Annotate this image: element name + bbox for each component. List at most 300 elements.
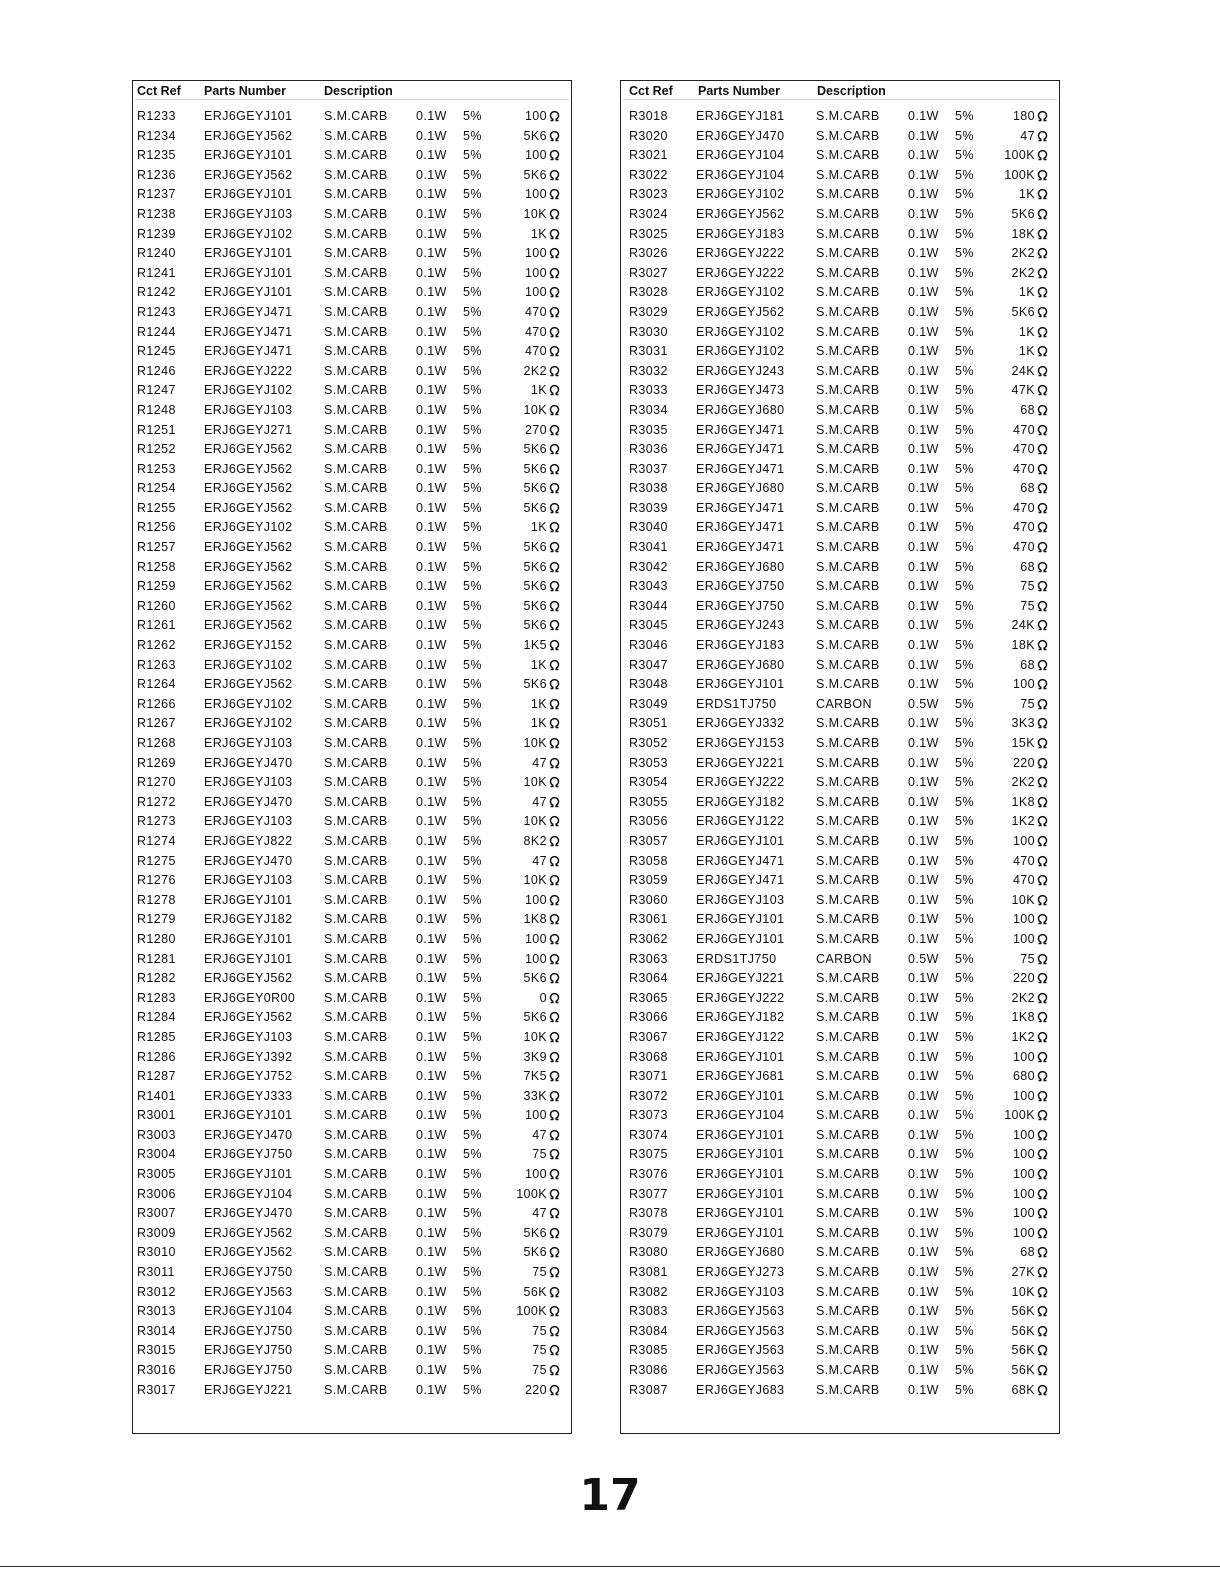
parts-number: ERJ6GEYJ182 bbox=[204, 912, 293, 927]
ohm-icon bbox=[1037, 267, 1048, 279]
resistance-value: 47 bbox=[532, 755, 547, 770]
wattage: 0.1W bbox=[908, 1363, 939, 1377]
ohm-icon bbox=[1037, 1227, 1048, 1239]
parts-number: ERJ6GEYJ562 bbox=[204, 579, 293, 594]
ohm-icon bbox=[1037, 639, 1048, 651]
parts-number: ERJ6GEYJ101 bbox=[696, 1049, 785, 1064]
parts-number: ERJ6GEYJ680 bbox=[696, 559, 785, 574]
wattage: 0.1W bbox=[416, 1304, 447, 1319]
ohm-icon bbox=[1037, 110, 1048, 122]
wattage: 0.1W bbox=[908, 1284, 939, 1299]
parts-number: ERJ6GEYJ104 bbox=[696, 1108, 785, 1123]
description: S.M.CARB bbox=[816, 383, 880, 398]
cct-ref: R3022 bbox=[629, 167, 668, 182]
cct-ref: R3055 bbox=[629, 794, 668, 809]
parts-number: ERJ6GEYJ221 bbox=[696, 755, 785, 770]
tolerance: 5% bbox=[463, 1049, 482, 1064]
tolerance: 5% bbox=[463, 540, 482, 555]
description: S.M.CARB bbox=[816, 1206, 880, 1221]
parts-number: ERJ6GEYJ750 bbox=[204, 1323, 293, 1338]
table-row bbox=[621, 1342, 1059, 1362]
table-row bbox=[621, 1284, 1059, 1304]
resistance-value: 1K bbox=[1018, 187, 1035, 202]
parts-number: ERJ6GEYJ562 bbox=[204, 540, 293, 555]
cct-ref: R1276 bbox=[137, 873, 176, 888]
ohm-icon bbox=[549, 855, 560, 867]
description: S.M.CARB bbox=[816, 657, 880, 672]
wattage: 0.1W bbox=[908, 1049, 939, 1064]
ohm-icon bbox=[1037, 1070, 1048, 1082]
table-row bbox=[133, 617, 571, 637]
cct-ref: R3059 bbox=[629, 873, 668, 888]
table-row bbox=[133, 813, 571, 833]
header-parts-number: Parts Number bbox=[698, 84, 780, 98]
cct-ref: R3032 bbox=[629, 363, 668, 378]
resistance-value: 2K2 bbox=[1011, 265, 1035, 280]
cct-ref: R3017 bbox=[137, 1382, 176, 1397]
cct-ref: R3012 bbox=[137, 1284, 176, 1299]
wattage: 0.1W bbox=[416, 736, 447, 750]
wattage: 0.1W bbox=[908, 1245, 939, 1260]
parts-number: ERJ6GEYJ471 bbox=[696, 853, 785, 868]
resistance-value: 75 bbox=[532, 1147, 547, 1162]
description: S.M.CARB bbox=[816, 892, 880, 907]
cct-ref: R1253 bbox=[137, 461, 176, 476]
wattage: 0.1W bbox=[416, 187, 447, 202]
description: S.M.CARB bbox=[324, 500, 388, 515]
table-row bbox=[621, 343, 1059, 363]
description: S.M.CARB bbox=[816, 167, 880, 182]
bottom-rule bbox=[0, 1566, 1220, 1567]
parts-number: ERDS1TJ750 bbox=[696, 951, 777, 966]
wattage: 0.1W bbox=[908, 402, 939, 417]
wattage: 0.1W bbox=[416, 833, 447, 848]
wattage: 0.1W bbox=[908, 1323, 939, 1338]
description: S.M.CARB bbox=[816, 1029, 880, 1044]
cct-ref: R1259 bbox=[137, 579, 176, 594]
wattage: 0.1W bbox=[416, 1088, 447, 1103]
cct-ref: R3060 bbox=[629, 892, 668, 907]
description: S.M.CARB bbox=[816, 990, 880, 1005]
ohm-icon bbox=[549, 913, 560, 925]
parts-number: ERJ6GEYJ562 bbox=[204, 1225, 293, 1240]
cct-ref: R3064 bbox=[629, 971, 668, 986]
resistance-value: 100 bbox=[1012, 1127, 1035, 1142]
resistance-value: 75 bbox=[1020, 598, 1035, 613]
description: S.M.CARB bbox=[324, 833, 388, 848]
table-row bbox=[133, 676, 571, 696]
parts-number: ERJ6GEYJ680 bbox=[696, 657, 785, 672]
description: S.M.CARB bbox=[324, 344, 388, 359]
resistance-value: 5K6 bbox=[523, 598, 547, 613]
table-row bbox=[133, 422, 571, 442]
ohm-icon bbox=[549, 384, 560, 396]
cct-ref: R3014 bbox=[137, 1323, 176, 1338]
parts-number: ERJ6GEYJ680 bbox=[696, 481, 785, 496]
tolerance: 5% bbox=[955, 246, 974, 261]
tolerance: 5% bbox=[463, 481, 482, 496]
resistance-value: 220 bbox=[1012, 755, 1035, 770]
wattage: 0.1W bbox=[416, 716, 447, 731]
table-row bbox=[621, 1107, 1059, 1127]
table-row bbox=[133, 461, 571, 481]
description: S.M.CARB bbox=[324, 971, 388, 986]
ohm-icon bbox=[549, 1090, 560, 1102]
parts-number: ERJ6GEYJ470 bbox=[204, 1206, 293, 1221]
parts-number: ERJ6GEYJ103 bbox=[696, 1284, 785, 1299]
wattage: 0.1W bbox=[908, 226, 939, 241]
resistance-value: 1K bbox=[530, 383, 547, 398]
wattage: 0.1W bbox=[908, 892, 939, 907]
parts-number: ERJ6GEYJ103 bbox=[204, 873, 293, 888]
table-row bbox=[621, 578, 1059, 598]
table-row bbox=[133, 990, 571, 1010]
cct-ref: R3086 bbox=[629, 1363, 668, 1377]
table-row bbox=[133, 774, 571, 794]
cct-ref: R3013 bbox=[137, 1304, 176, 1319]
ohm-icon bbox=[549, 1384, 560, 1396]
parts-number: ERJ6GEYJ222 bbox=[696, 265, 785, 280]
parts-number: ERJ6GEYJ680 bbox=[696, 1245, 785, 1260]
description: S.M.CARB bbox=[816, 1088, 880, 1103]
table-row bbox=[621, 1244, 1059, 1264]
description: S.M.CARB bbox=[324, 579, 388, 594]
cct-ref: R1238 bbox=[137, 206, 176, 221]
wattage: 0.1W bbox=[416, 1343, 447, 1358]
tolerance: 5% bbox=[463, 1323, 482, 1338]
cct-ref: R1267 bbox=[137, 716, 176, 731]
resistance-value: 100 bbox=[524, 148, 547, 163]
wattage: 0.1W bbox=[416, 951, 447, 966]
tolerance: 5% bbox=[463, 971, 482, 986]
description: S.M.CARB bbox=[324, 422, 388, 437]
tolerance: 5% bbox=[955, 657, 974, 672]
description: S.M.CARB bbox=[324, 814, 388, 829]
parts-number: ERJ6GEYJ471 bbox=[696, 422, 785, 437]
cct-ref: R3037 bbox=[629, 461, 668, 476]
resistance-value: 5K6 bbox=[523, 540, 547, 555]
tolerance: 5% bbox=[955, 755, 974, 770]
tolerance: 5% bbox=[955, 1167, 974, 1182]
tolerance: 5% bbox=[955, 971, 974, 986]
ohm-icon bbox=[1037, 502, 1048, 514]
cct-ref: R3031 bbox=[629, 344, 668, 359]
cct-ref: R3042 bbox=[629, 559, 668, 574]
cct-ref: R1243 bbox=[137, 304, 176, 319]
table-row bbox=[621, 951, 1059, 971]
table-row bbox=[621, 872, 1059, 892]
tolerance: 5% bbox=[955, 285, 974, 300]
resistance-value: 1K8 bbox=[523, 912, 547, 927]
wattage: 0.1W bbox=[416, 814, 447, 829]
ohm-icon bbox=[1037, 796, 1048, 808]
resistance-value: 10K bbox=[523, 814, 547, 829]
wattage: 0.1W bbox=[416, 618, 447, 633]
parts-number: ERDS1TJ750 bbox=[696, 696, 777, 711]
table-row bbox=[133, 265, 571, 285]
table-body bbox=[133, 108, 571, 1401]
wattage: 0.1W bbox=[416, 657, 447, 672]
table-row bbox=[621, 422, 1059, 442]
tolerance: 5% bbox=[955, 1245, 974, 1260]
parts-number: ERJ6GEYJ222 bbox=[696, 990, 785, 1005]
ohm-icon bbox=[1037, 659, 1048, 671]
parts-number: ERJ6GEYJ153 bbox=[696, 736, 785, 750]
table-row bbox=[621, 500, 1059, 520]
resistance-value: 15K bbox=[1011, 736, 1035, 750]
tolerance: 5% bbox=[955, 833, 974, 848]
resistance-value: 100K bbox=[1004, 1108, 1035, 1123]
cct-ref: R3025 bbox=[629, 226, 668, 241]
cct-ref: R3018 bbox=[629, 109, 668, 123]
description: S.M.CARB bbox=[324, 1343, 388, 1358]
resistance-value: 10K bbox=[1011, 892, 1035, 907]
ohm-icon bbox=[1037, 326, 1048, 338]
resistance-value: 470 bbox=[1012, 461, 1035, 476]
parts-number: ERJ6GEYJ104 bbox=[204, 1304, 293, 1319]
wattage: 0.1W bbox=[908, 1304, 939, 1319]
resistance-value: 100K bbox=[1004, 148, 1035, 163]
parts-number: ERJ6GEYJ101 bbox=[696, 912, 785, 927]
table-row bbox=[621, 284, 1059, 304]
resistance-value: 100 bbox=[524, 931, 547, 946]
parts-number: ERJ6GEYJ470 bbox=[204, 853, 293, 868]
parts-number: ERJ6GEYJ101 bbox=[204, 951, 293, 966]
wattage: 0.1W bbox=[416, 128, 447, 143]
parts-number: ERJ6GEYJ471 bbox=[204, 304, 293, 319]
cct-ref: R1252 bbox=[137, 442, 176, 457]
description: S.M.CARB bbox=[816, 931, 880, 946]
resistance-value: 220 bbox=[524, 1382, 547, 1397]
cct-ref: R3081 bbox=[629, 1265, 668, 1280]
table-row bbox=[133, 1127, 571, 1147]
table-row bbox=[621, 696, 1059, 716]
ohm-icon bbox=[1037, 424, 1048, 436]
description: S.M.CARB bbox=[816, 1343, 880, 1358]
ohm-icon bbox=[549, 1266, 560, 1278]
wattage: 0.1W bbox=[416, 1127, 447, 1142]
wattage: 0.1W bbox=[908, 657, 939, 672]
ohm-icon bbox=[1037, 1148, 1048, 1160]
resistance-value: 100 bbox=[524, 109, 547, 123]
tolerance: 5% bbox=[463, 383, 482, 398]
description: S.M.CARB bbox=[816, 1186, 880, 1201]
description: S.M.CARB bbox=[324, 109, 388, 123]
cct-ref: R3049 bbox=[629, 696, 668, 711]
cct-ref: R3072 bbox=[629, 1088, 668, 1103]
parts-number: ERJ6GEYJ562 bbox=[204, 500, 293, 515]
parts-number: ERJ6GEYJ563 bbox=[204, 1284, 293, 1299]
resistance-value: 10K bbox=[523, 206, 547, 221]
tolerance: 5% bbox=[955, 1127, 974, 1142]
description: S.M.CARB bbox=[816, 481, 880, 496]
tolerance: 5% bbox=[463, 442, 482, 457]
wattage: 0.1W bbox=[416, 1265, 447, 1280]
parts-number: ERJ6GEYJ222 bbox=[696, 246, 785, 261]
header-divider bbox=[623, 99, 1057, 100]
description: S.M.CARB bbox=[816, 1127, 880, 1142]
wattage: 0.1W bbox=[908, 579, 939, 594]
table-row bbox=[133, 1205, 571, 1225]
wattage: 0.1W bbox=[908, 1225, 939, 1240]
description: S.M.CARB bbox=[816, 794, 880, 809]
parts-number: ERJ6GEYJ102 bbox=[204, 657, 293, 672]
tolerance: 5% bbox=[955, 500, 974, 515]
wattage: 0.1W bbox=[416, 638, 447, 653]
wattage: 0.1W bbox=[416, 1245, 447, 1260]
description: S.M.CARB bbox=[324, 1029, 388, 1044]
cct-ref: R1234 bbox=[137, 128, 176, 143]
parts-number: ERJ6GEYJ102 bbox=[696, 187, 785, 202]
wattage: 0.1W bbox=[416, 873, 447, 888]
ohm-icon bbox=[549, 463, 560, 475]
description: S.M.CARB bbox=[324, 442, 388, 457]
parts-number: ERJ6GEYJ182 bbox=[696, 794, 785, 809]
description: S.M.CARB bbox=[816, 873, 880, 888]
ohm-icon bbox=[549, 933, 560, 945]
table-row bbox=[621, 324, 1059, 344]
cct-ref: R3007 bbox=[137, 1206, 176, 1221]
cct-ref: R1244 bbox=[137, 324, 176, 339]
cct-ref: R1280 bbox=[137, 931, 176, 946]
cct-ref: R3009 bbox=[137, 1225, 176, 1240]
tolerance: 5% bbox=[955, 1147, 974, 1162]
table-row bbox=[133, 794, 571, 814]
resistance-value: 470 bbox=[524, 344, 547, 359]
resistance-value: 1K bbox=[1018, 324, 1035, 339]
table-row bbox=[133, 402, 571, 422]
parts-number: ERJ6GEYJ102 bbox=[696, 324, 785, 339]
resistance-value: 47 bbox=[532, 794, 547, 809]
resistance-value: 5K6 bbox=[523, 500, 547, 515]
ohm-icon bbox=[1037, 1090, 1048, 1102]
tolerance: 5% bbox=[955, 461, 974, 476]
description: S.M.CARB bbox=[816, 461, 880, 476]
ohm-icon bbox=[549, 1207, 560, 1219]
parts-number: ERJ6GEYJ562 bbox=[204, 442, 293, 457]
cct-ref: R1272 bbox=[137, 794, 176, 809]
cct-ref: R1286 bbox=[137, 1049, 176, 1064]
description: S.M.CARB bbox=[816, 1284, 880, 1299]
table-row bbox=[133, 206, 571, 226]
resistance-value: 1K bbox=[530, 716, 547, 731]
tolerance: 5% bbox=[463, 1363, 482, 1377]
resistance-value: 100 bbox=[1012, 1167, 1035, 1182]
cct-ref: R1278 bbox=[137, 892, 176, 907]
parts-number: ERJ6GEYJ562 bbox=[204, 481, 293, 496]
parts-number: ERJ6GEYJ104 bbox=[696, 167, 785, 182]
cct-ref: R3016 bbox=[137, 1363, 176, 1377]
table-row bbox=[133, 363, 571, 383]
wattage: 0.1W bbox=[908, 1186, 939, 1201]
tolerance: 5% bbox=[463, 1382, 482, 1397]
table-row bbox=[133, 1303, 571, 1323]
ohm-icon bbox=[1037, 365, 1048, 377]
description: S.M.CARB bbox=[324, 128, 388, 143]
table-row bbox=[133, 1029, 571, 1049]
parts-number: ERJ6GEYJ183 bbox=[696, 638, 785, 653]
ohm-icon bbox=[1037, 306, 1048, 318]
tolerance: 5% bbox=[463, 128, 482, 143]
resistance-value: 680 bbox=[1012, 1069, 1035, 1084]
description: S.M.CARB bbox=[324, 716, 388, 731]
parts-number: ERJ6GEYJ562 bbox=[204, 559, 293, 574]
tolerance: 5% bbox=[955, 1069, 974, 1084]
description: S.M.CARB bbox=[816, 187, 880, 202]
resistance-value: 3K3 bbox=[1011, 716, 1035, 731]
cct-ref: R1279 bbox=[137, 912, 176, 927]
ohm-icon bbox=[1037, 1364, 1048, 1376]
parts-number: ERJ6GEYJ102 bbox=[696, 285, 785, 300]
resistance-value: 100 bbox=[524, 246, 547, 261]
cct-ref: R1281 bbox=[137, 951, 176, 966]
description: S.M.CARB bbox=[324, 1363, 388, 1377]
parts-number: ERJ6GEYJ681 bbox=[696, 1069, 785, 1084]
wattage: 0.1W bbox=[416, 304, 447, 319]
table-row bbox=[621, 1029, 1059, 1049]
parts-number: ERJ6GEYJ101 bbox=[204, 931, 293, 946]
cct-ref: R3034 bbox=[629, 402, 668, 417]
ohm-icon bbox=[549, 1011, 560, 1023]
resistance-value: 5K6 bbox=[523, 1010, 547, 1025]
parts-number: ERJ6GEYJ102 bbox=[204, 383, 293, 398]
ohm-icon bbox=[549, 365, 560, 377]
description: S.M.CARB bbox=[816, 971, 880, 986]
cct-ref: R1268 bbox=[137, 736, 176, 750]
ohm-icon bbox=[549, 698, 560, 710]
resistance-value: 5K6 bbox=[523, 971, 547, 986]
description: S.M.CARB bbox=[816, 853, 880, 868]
parts-number: ERJ6GEYJ750 bbox=[204, 1265, 293, 1280]
tolerance: 5% bbox=[463, 1147, 482, 1162]
tolerance: 5% bbox=[955, 951, 974, 966]
table-row bbox=[133, 284, 571, 304]
tolerance: 5% bbox=[955, 128, 974, 143]
wattage: 0.1W bbox=[908, 500, 939, 515]
resistance-value: 100 bbox=[524, 1167, 547, 1182]
ohm-icon bbox=[1037, 600, 1048, 612]
description: S.M.CARB bbox=[324, 520, 388, 535]
description: S.M.CARB bbox=[324, 1127, 388, 1142]
tolerance: 5% bbox=[463, 579, 482, 594]
table-row bbox=[621, 382, 1059, 402]
ohm-icon bbox=[549, 1109, 560, 1121]
table-row bbox=[133, 735, 571, 755]
wattage: 0.1W bbox=[416, 1167, 447, 1182]
resistance-value: 100 bbox=[1012, 1049, 1035, 1064]
wattage: 0.1W bbox=[908, 755, 939, 770]
parts-number: ERJ6GEYJ101 bbox=[696, 1088, 785, 1103]
wattage: 0.1W bbox=[416, 696, 447, 711]
cct-ref: R3054 bbox=[629, 775, 668, 790]
table-row bbox=[621, 559, 1059, 579]
parts-number: ERJ6GEYJ471 bbox=[204, 324, 293, 339]
cct-ref: R1251 bbox=[137, 422, 176, 437]
parts-number: ERJ6GEYJ103 bbox=[204, 814, 293, 829]
resistance-value: 1K bbox=[530, 657, 547, 672]
description: S.M.CARB bbox=[324, 461, 388, 476]
parts-number: ERJ6GEYJ562 bbox=[204, 461, 293, 476]
wattage: 0.1W bbox=[416, 363, 447, 378]
wattage: 0.1W bbox=[908, 833, 939, 848]
ohm-icon bbox=[549, 541, 560, 553]
ohm-icon bbox=[549, 1070, 560, 1082]
ohm-icon bbox=[1037, 169, 1048, 181]
description: S.M.CARB bbox=[816, 520, 880, 535]
description: S.M.CARB bbox=[324, 853, 388, 868]
resistance-value: 1K bbox=[530, 226, 547, 241]
cct-ref: R3046 bbox=[629, 638, 668, 653]
